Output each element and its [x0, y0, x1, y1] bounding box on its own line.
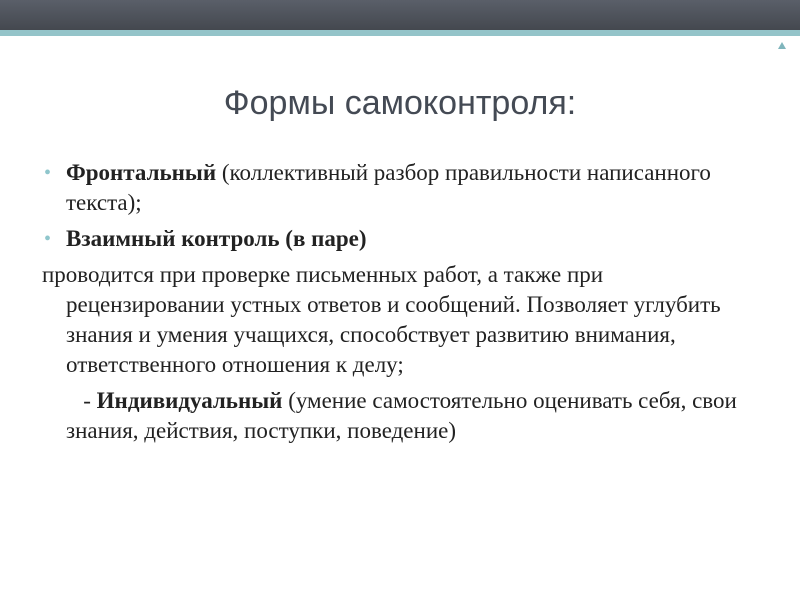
item-bold: Индивидуальный — [96, 388, 283, 413]
bullet-icon: • — [44, 228, 52, 250]
bullet-item-frontal — [42, 158, 762, 218]
triangle-icon — [778, 42, 786, 49]
item-prefix: - — [66, 388, 97, 413]
slide-accent-stripe — [0, 30, 800, 36]
slide-body — [42, 158, 762, 446]
item-individual — [42, 386, 762, 446]
bullet-item-mutual — [42, 224, 762, 254]
slide-title: Формы самоконтроля: — [223, 84, 577, 122]
bullet-item-text: (коллективный разбор правильности написанного текста); — [66, 160, 711, 215]
slide-top-bar — [0, 0, 800, 30]
bullet-item-bold: Взаимный контроль (в паре) — [66, 226, 367, 251]
item-text: (умение самостоятельно оценивать себя, свои знания, действия, поступки, поведение) — [66, 388, 737, 443]
bullet-item-bold: Фронтальный — [66, 160, 217, 185]
paragraph-text: проводится при проверке письменных работ, а также при рецензировании устных ответов и сообщений. Позволяет углубить знания и умения учащихся, способствует развитию внимания, ответственного отношения к делу; — [42, 262, 721, 377]
bullet-icon: • — [44, 162, 52, 184]
